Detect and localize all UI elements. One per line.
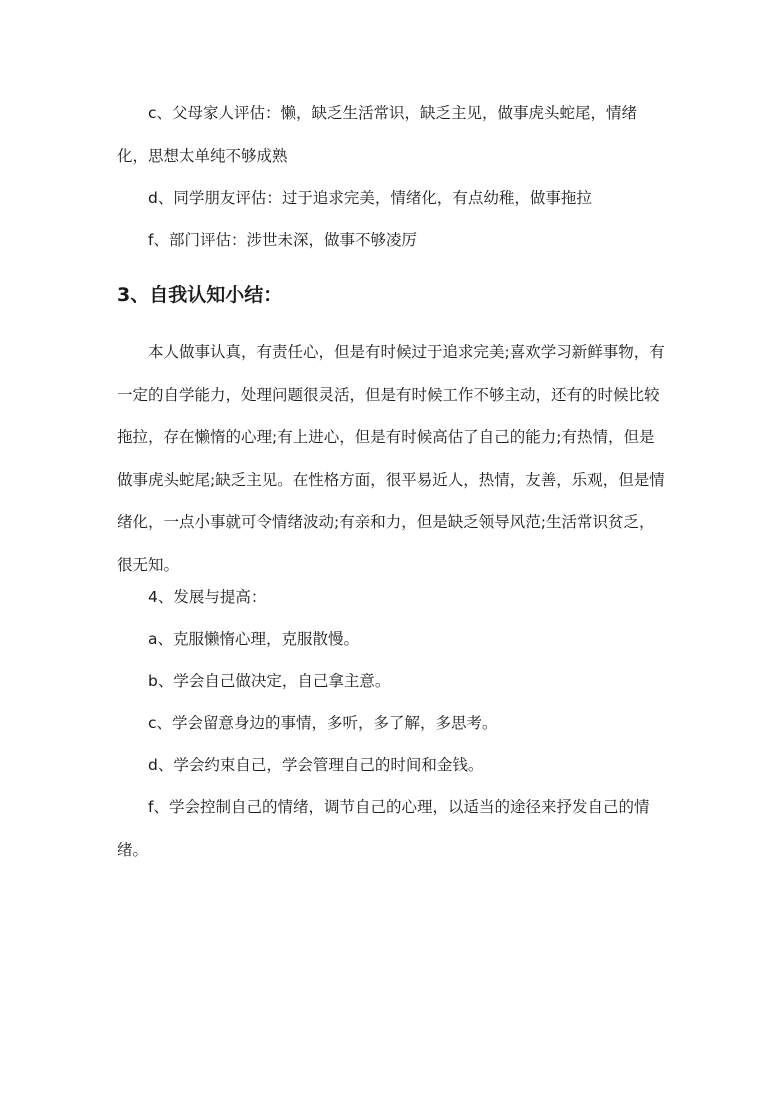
list-item-c: c、学会留意身边的事情，多听，多了解，多思考。 bbox=[148, 714, 498, 732]
section-heading-self-summary: 3、自我认知小结： bbox=[117, 284, 283, 306]
paragraph-department-evaluation: f、部门评估：涉世未深，做事不够凌厉 bbox=[148, 231, 417, 249]
paragraph-self-summary: 本人做事认真，有责任心，但是有时候过于追求完美;喜欢学习新鲜事物，有一定的自学能力，处理问题很灵活，但是有时候工作不够主动，还有的时候比较拖拉，存在懒惰的心理;有上进心，但是有时候高估了自己的能力;有热情，但是做事虎头蛇尾;缺乏主见。在性格方面，很平易近人，热情，友善，乐观，但是情绪化，一点小事就可令情绪波动;有亲和力，但是缺乏领导风范;生活常识贫乏，很无知。 bbox=[117, 343, 665, 574]
paragraph-development-title: 4、发展与提高： bbox=[148, 588, 267, 606]
list-item-a: a、克服懒惰心理，克服散慢。 bbox=[148, 630, 359, 648]
paragraph-family-evaluation: c、父母家人评估：懒，缺乏生活常识，缺乏主见，做事虎头蛇尾，情绪化，思想太单纯不够成熟 bbox=[117, 104, 638, 165]
list-item-b: b、学会自己做决定，自己拿主意。 bbox=[148, 672, 391, 690]
list-item-d: d、学会约束自己，学会管理自己的时间和金钱。 bbox=[148, 756, 484, 774]
list-item-f: f、学会控制自己的情绪，调节自己的心理，以适当的途径来抒发自己的情绪。 bbox=[117, 798, 650, 859]
paragraph-friends-evaluation: d、同学朋友评估：过于追求完美，情绪化，有点幼稚，做事拖拉 bbox=[148, 189, 592, 207]
